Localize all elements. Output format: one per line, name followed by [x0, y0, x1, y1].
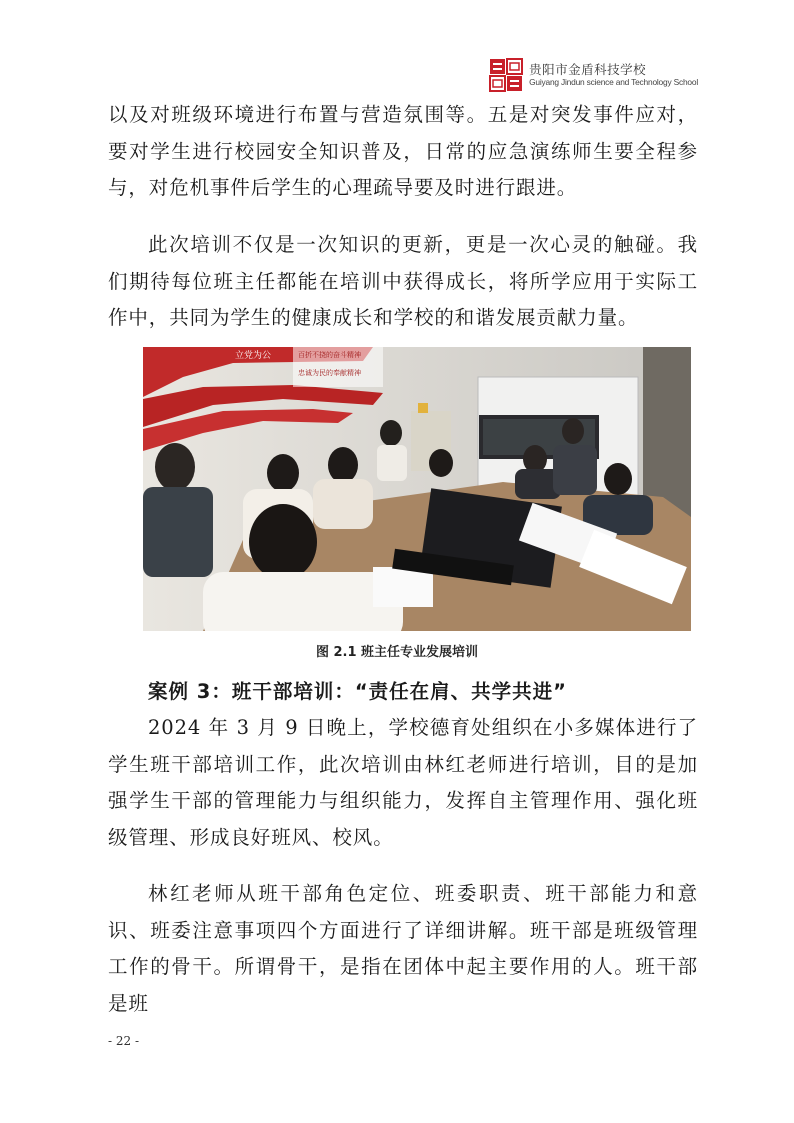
- section-heading: 案例 3：班干部培训：“责任在肩、共学共进”: [148, 680, 567, 703]
- page-number: - 22 -: [108, 1034, 140, 1048]
- banner-text-1: 立党为公: [235, 351, 272, 361]
- training-photo: [143, 347, 691, 631]
- school-name-cn: 贵阳市金盾科技学校: [529, 62, 647, 77]
- school-logo: [489, 58, 523, 92]
- banner-text-2: 百折不挠的奋斗精神: [298, 351, 361, 359]
- banner-text-3: 忠诚为民的奉献精神: [298, 369, 361, 377]
- school-name-en: Guiyang Jindun science and Technology School: [529, 77, 698, 87]
- figure-caption: 图 2.1 班主任专业发展培训: [315, 645, 479, 660]
- paragraph-2: 此次培训不仅是一次知识的更新，更是一次心灵的触碰。我们期待每位班主任都能在培训中获得成长，将所学应用于实际工作中，共同为学生的健康成长和学校的和谐发展贡献力量。: [108, 233, 698, 329]
- paragraph-4: 林红老师从班干部角色定位、班委职责、班干部能力和意识、班委注意事项四个方面进行了详细讲解。班干部是班级管理工作的骨干。所谓骨干，是指在团体中起主要作用的人。班干部是班: [108, 882, 698, 1015]
- paragraph-1: 以及对班级环境进行布置与营造氛围等。五是对突发事件应对，要对学生进行校园安全知识普及，日常的应急演练师生要全程参与，对危机事件后学生的心理疏导要及时进行跟进。: [108, 103, 698, 199]
- paragraph-3: 2024 年 3 月 9 日晚上，学校德育处组织在小多媒体进行了学生班干部培训工作，此次培训由林红老师进行培训，目的是加强学生干部的管理能力与组织能力，发挥自主管理作用、强化班级管理、形成良好班风、校风。: [108, 716, 698, 849]
- page-header: [489, 58, 698, 92]
